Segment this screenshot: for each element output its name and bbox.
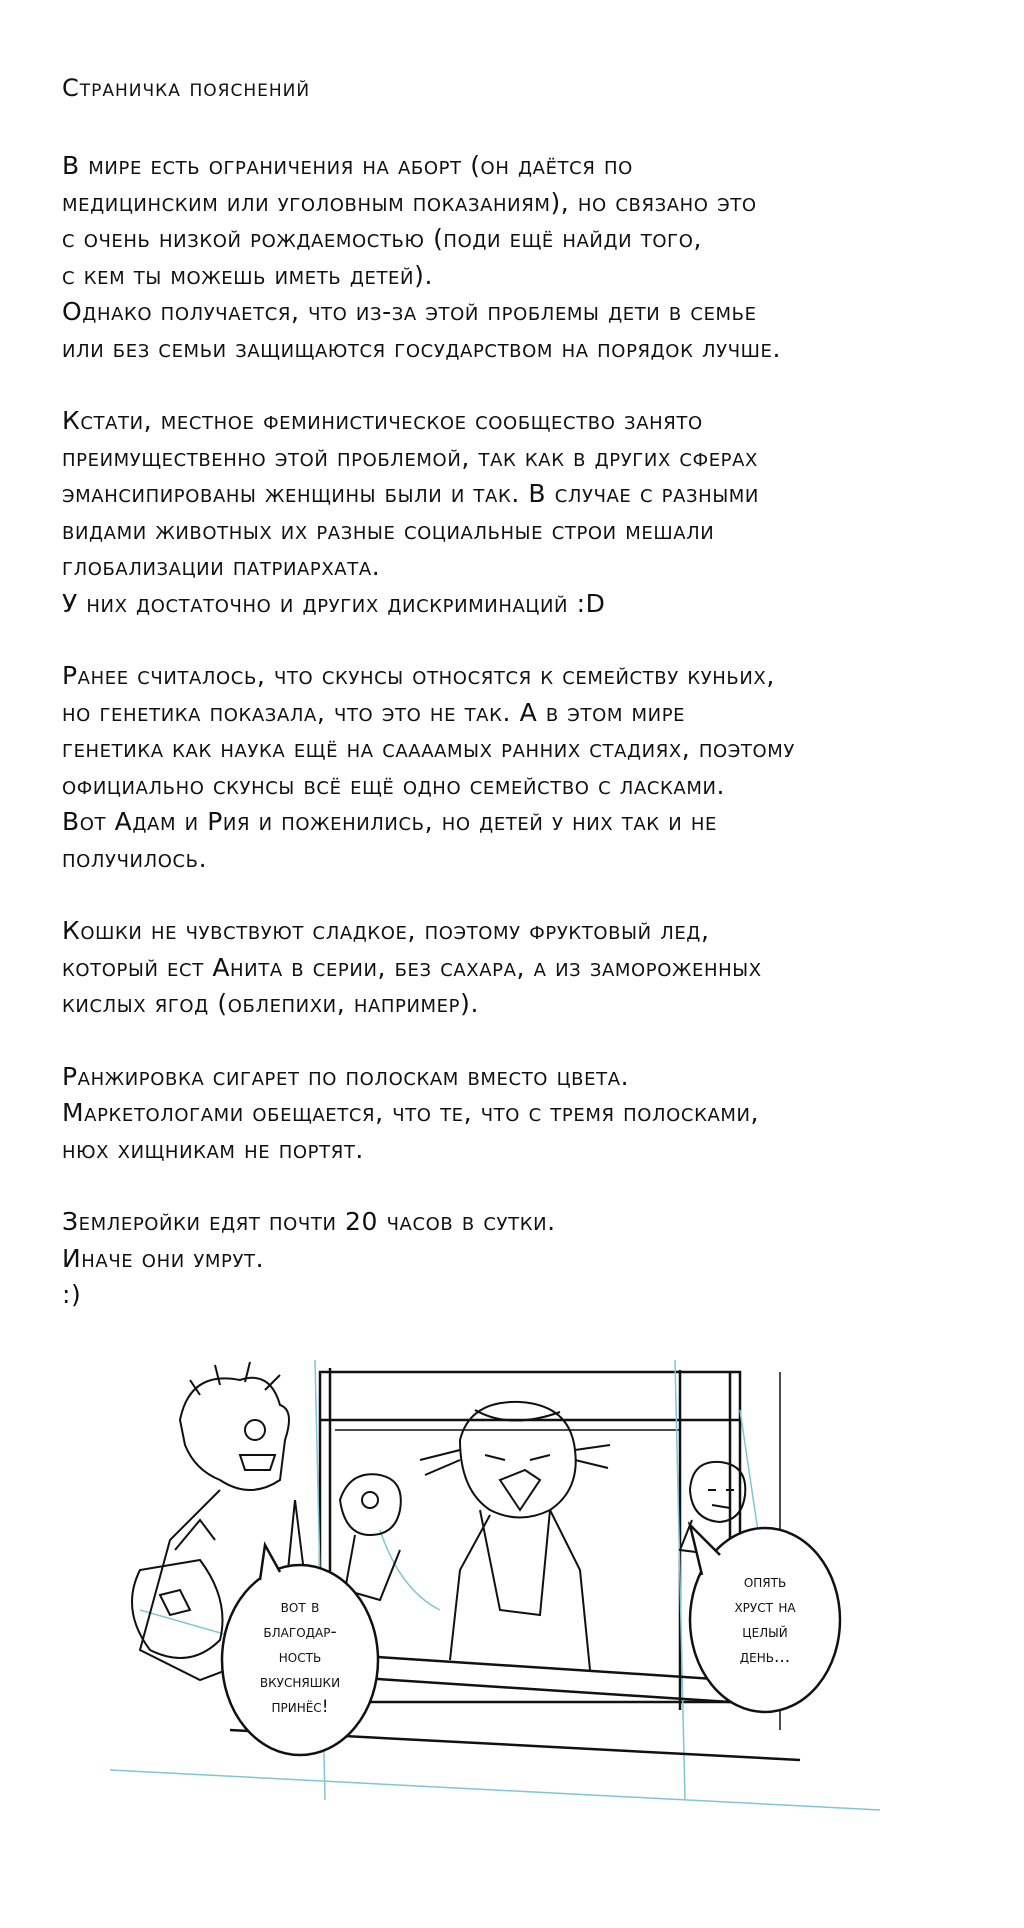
bubble-left-line: вкусняшки <box>259 1672 341 1692</box>
bubble-left-line: принёс! <box>271 1697 329 1717</box>
sketch-svg <box>80 1350 900 1820</box>
text-line: с очень низкой рождаемостью (поди ещё найди того, <box>62 224 703 253</box>
text-line: :) <box>62 1280 82 1309</box>
text-line: но генетика показала, что это не так. А в этом мире <box>62 697 686 727</box>
paragraph-cats <box>62 913 972 1023</box>
text-line: видами животных их разные социальные строи мешали <box>62 515 715 545</box>
bubble-right-line: опять <box>743 1572 787 1592</box>
text-line: официально скунсы всё ещё одно семейство с ласками. <box>62 770 726 800</box>
paragraph-feminism <box>62 403 972 622</box>
text-line: Кошки не чувствуют сладкое, поэтому фруктовый лед, <box>62 916 710 945</box>
text-line: медицинским или уголовным показаниям), но связано это <box>62 187 757 217</box>
text-line: Землеройки едят почти 20 часов в сутки. <box>62 1207 556 1236</box>
speech-bubble-right <box>690 1525 840 1712</box>
bubble-right-line: целый <box>742 1622 788 1642</box>
girl-character <box>420 1402 610 1670</box>
text-line: преимущественно этой проблемой, так как в других сферах <box>62 442 758 472</box>
bubble-right-line: день... <box>739 1647 791 1667</box>
paragraph-skunks <box>62 658 972 877</box>
text-line: Иначе они умрут. <box>62 1243 265 1273</box>
text-line: который ест Анита в серии, без сахара, а из замороженных <box>62 952 762 982</box>
bubble-left-line: вот в <box>280 1597 320 1617</box>
speech-bubble-left <box>222 1545 378 1755</box>
notes-text-block <box>62 72 972 1350</box>
text-line: генетика как наука ещё на саааамых ранних стадиях, поэтому <box>62 734 795 763</box>
text-line: получилось. <box>62 843 208 873</box>
paragraph-shrews <box>62 1204 972 1314</box>
comic-illustration <box>80 1350 900 1820</box>
text-line: У них достаточно и других дискриминаций :D <box>62 588 606 618</box>
paragraph-cigarettes <box>62 1059 972 1169</box>
text-line: Маркетологами обещается, что те, что с тремя полосками, <box>62 1098 760 1127</box>
text-line: В мире есть ограничения на аборт (он даётся по <box>62 151 633 180</box>
text-line: Однако получается, что из-за этой проблемы дети в семье <box>62 297 757 326</box>
paragraph-abortion <box>62 148 972 367</box>
text-line: Кстати, местное феминистическое сообщество занято <box>62 406 703 435</box>
text-line: Вот Адам и Рия и поженились, но детей у них так и не <box>62 807 717 836</box>
text-line: нюх хищникам не портят. <box>62 1134 364 1164</box>
page-title: Страничка пояснений <box>62 74 311 102</box>
text-line: или без семьи защищаются государством на порядок лучше. <box>62 333 782 363</box>
text-line: Ранжировка сигарет по полоскам вместо цвета. <box>62 1061 630 1091</box>
text-line: с кем ты можешь иметь детей). <box>62 260 433 290</box>
small-creature <box>340 1474 401 1600</box>
text-line: глобализации патриархата. <box>62 552 381 581</box>
bubble-left-line: благодар- <box>263 1622 337 1642</box>
bubble-right-line: хруст на <box>734 1597 796 1617</box>
text-line: эмансипированы женщины были и так. В случае с разными <box>62 479 759 508</box>
text-line: кислых ягод (облепихи, например). <box>62 989 479 1018</box>
bubble-left-line: ность <box>278 1647 322 1667</box>
text-line: Ранее считалось, что скунсы относятся к семейству куньих, <box>62 661 775 690</box>
